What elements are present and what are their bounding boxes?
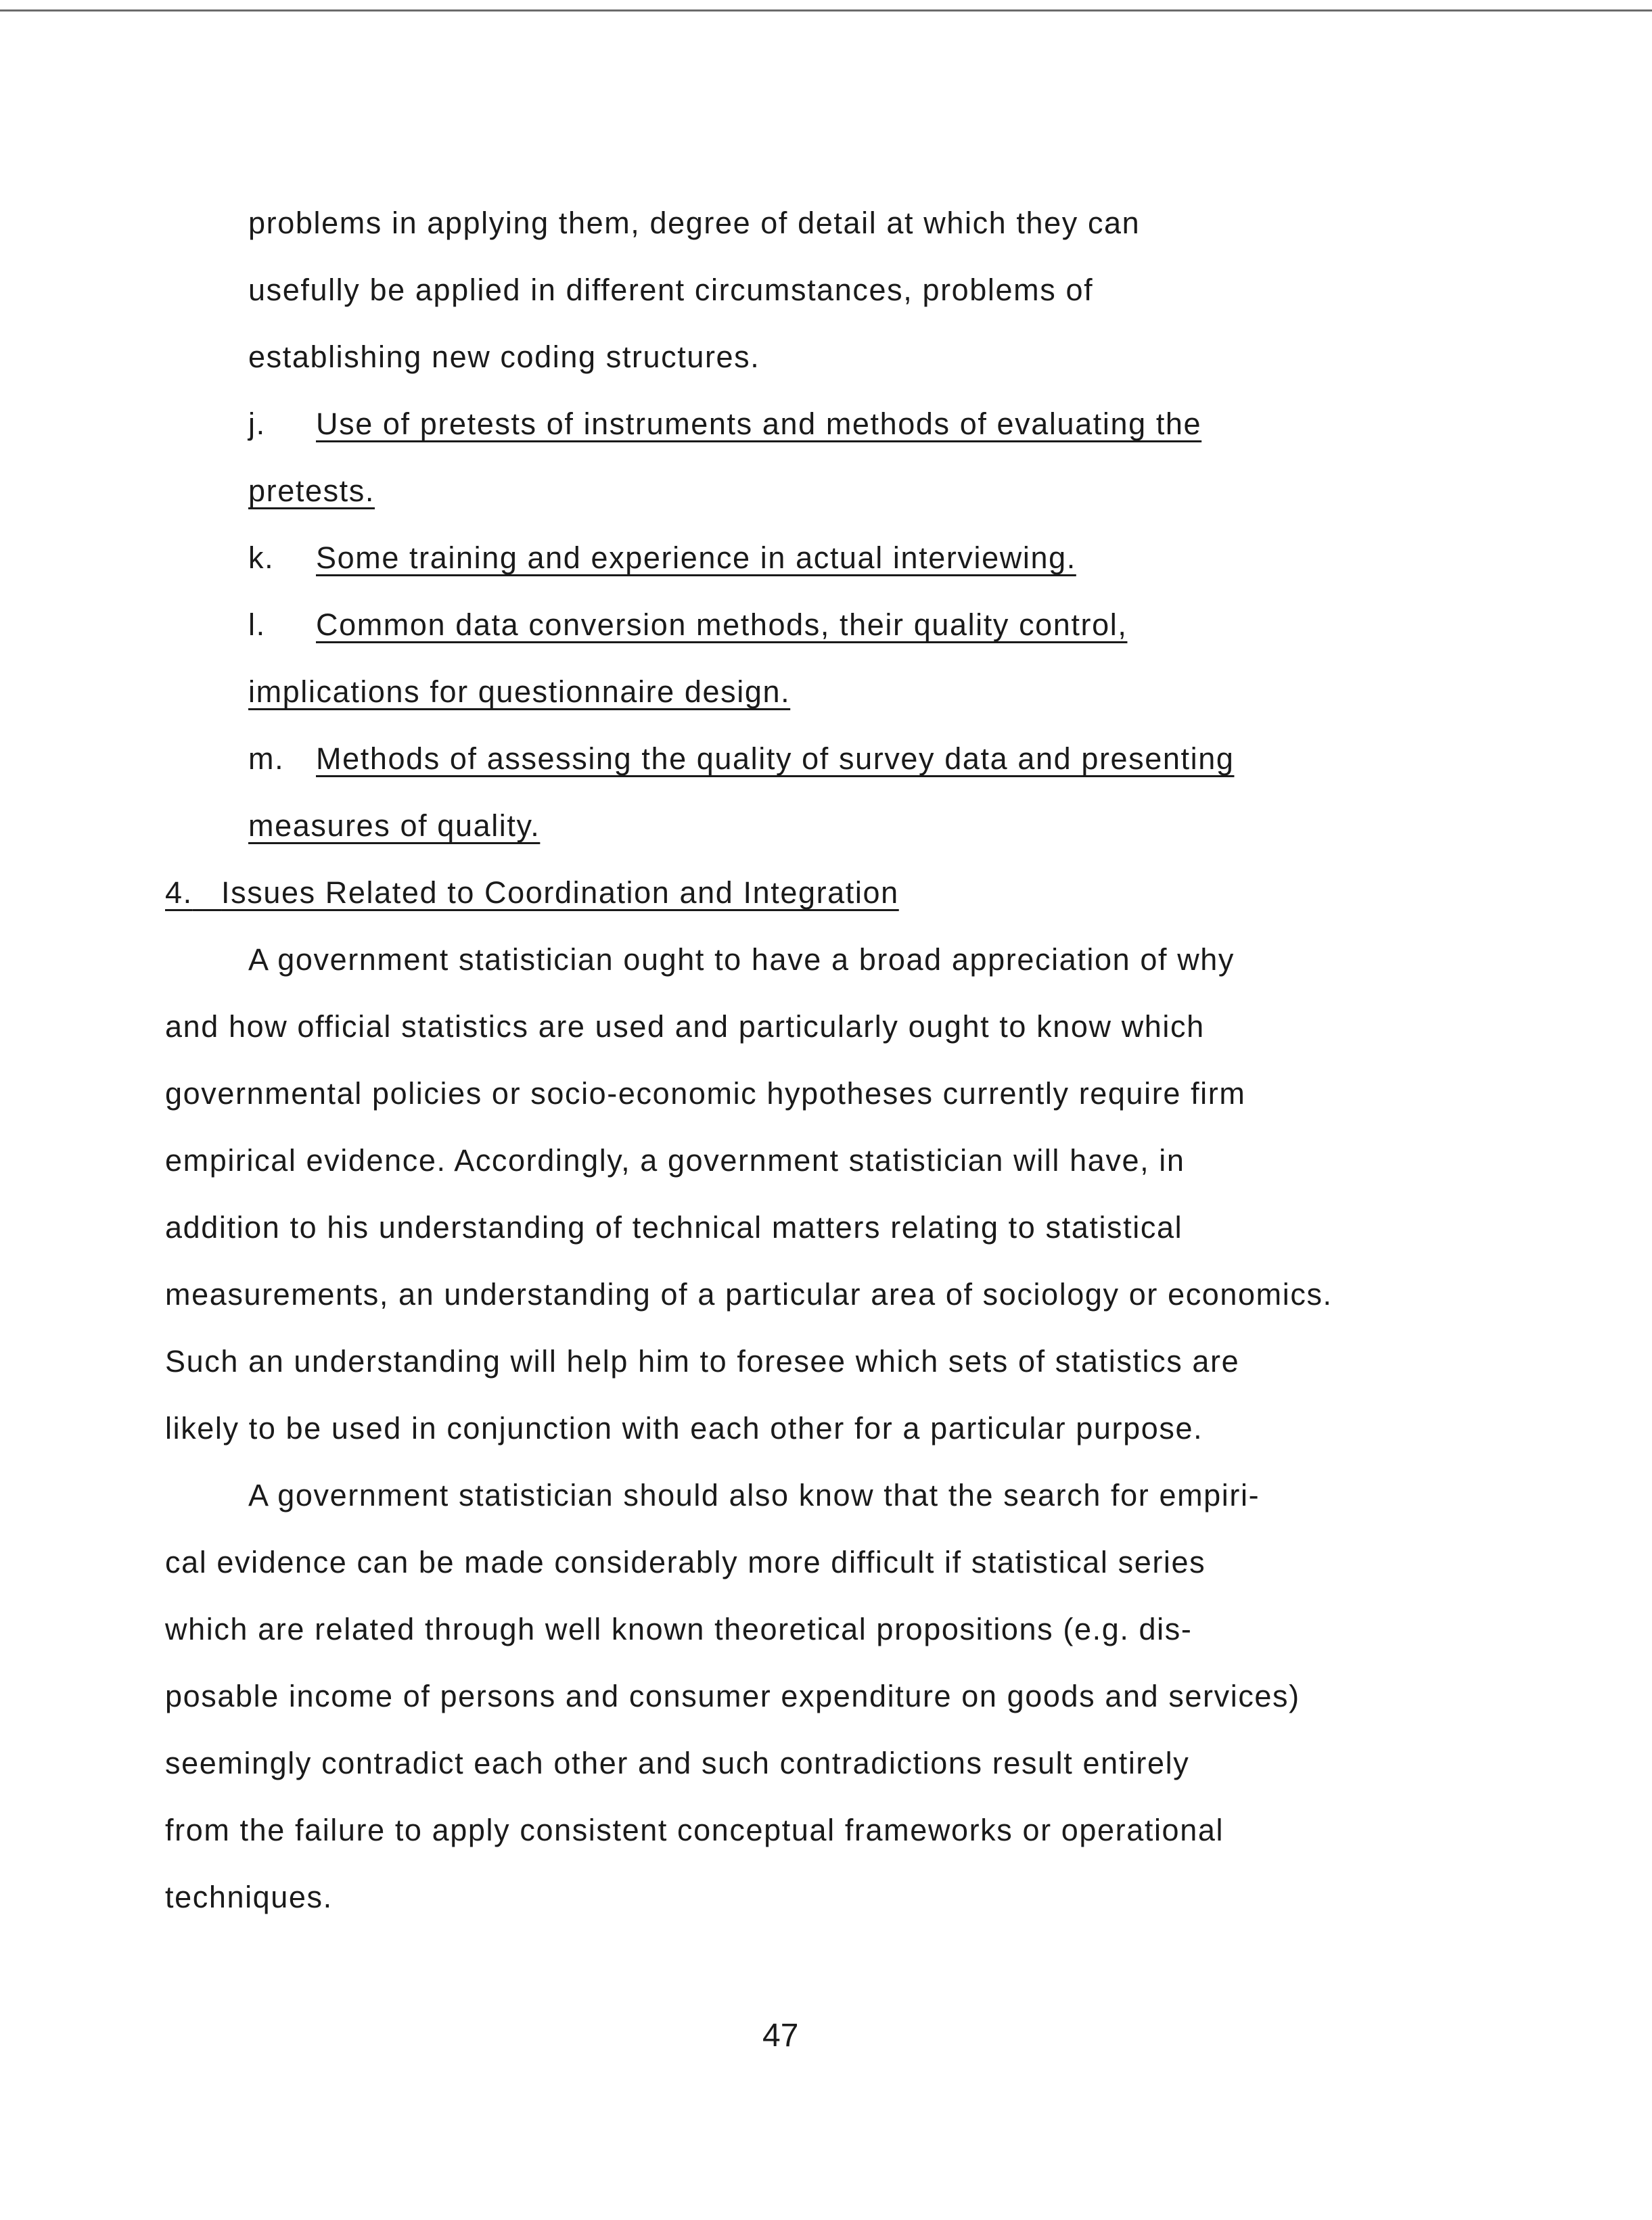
paragraph-line: and how official statistics are used and particularly ought to know which bbox=[165, 1009, 1205, 1044]
paragraph-line: which are related through well known theoretical propositions (e.g. dis- bbox=[165, 1612, 1193, 1646]
list-item-label: j. bbox=[248, 407, 266, 441]
section-number: 4. bbox=[165, 875, 193, 910]
paragraph-line: techniques. bbox=[165, 1880, 333, 1914]
body-line: problems in applying them, degree of detail at which they can bbox=[248, 206, 1141, 240]
body-line: establishing new coding structures. bbox=[248, 340, 760, 374]
paragraph-line: likely to be used in conjunction with each other for a particular purpose. bbox=[165, 1411, 1203, 1446]
page-number: 47 bbox=[762, 2018, 799, 2054]
paragraph-line: cal evidence can be made considerably more difficult if statistical series bbox=[165, 1545, 1206, 1579]
list-item-text: Some training and experience in actual interviewing. bbox=[316, 540, 1076, 575]
list-item-text: Methods of assessing the quality of survey data and presenting bbox=[316, 741, 1235, 776]
list-item-continuation: measures of quality. bbox=[248, 808, 541, 843]
list-item-text: Use of pretests of instruments and methods of evaluating the bbox=[316, 407, 1202, 441]
top-border-rule bbox=[0, 9, 1652, 11]
list-item-continuation: pretests. bbox=[248, 473, 375, 508]
body-line: usefully be applied in different circumstances, problems of bbox=[248, 273, 1094, 307]
paragraph-line: posable income of persons and consumer expenditure on goods and services) bbox=[165, 1679, 1300, 1713]
paragraph-line: Such an understanding will help him to foresee which sets of statistics are bbox=[165, 1344, 1240, 1379]
list-item-label: m. bbox=[248, 741, 285, 776]
list-item-label: l. bbox=[248, 607, 266, 642]
paragraph-line: seemingly contradict each other and such contradictions result entirely bbox=[165, 1746, 1190, 1780]
paragraph-line: A government statistician should also know that the search for empiri- bbox=[248, 1478, 1260, 1512]
section-title: Issues Related to Coordination and Integration bbox=[221, 875, 899, 910]
list-item-text: Common data conversion methods, their quality control, bbox=[316, 607, 1128, 642]
section-heading bbox=[165, 874, 899, 912]
paragraph-line: governmental policies or socio-economic hypotheses currently require firm bbox=[165, 1076, 1246, 1111]
list-item-continuation: implications for questionnaire design. bbox=[248, 674, 791, 709]
paragraph-line: addition to his understanding of technical matters relating to statistical bbox=[165, 1210, 1183, 1245]
paragraph-line: empirical evidence. Accordingly, a government statistician will have, in bbox=[165, 1143, 1185, 1178]
paragraph-line: measurements, an understanding of a particular area of sociology or economics. bbox=[165, 1277, 1333, 1312]
list-item-label: k. bbox=[248, 540, 275, 575]
paragraph-line: from the failure to apply consistent conceptual frameworks or operational bbox=[165, 1813, 1224, 1847]
paragraph-line: A government statistician ought to have a broad appreciation of why bbox=[248, 942, 1235, 977]
